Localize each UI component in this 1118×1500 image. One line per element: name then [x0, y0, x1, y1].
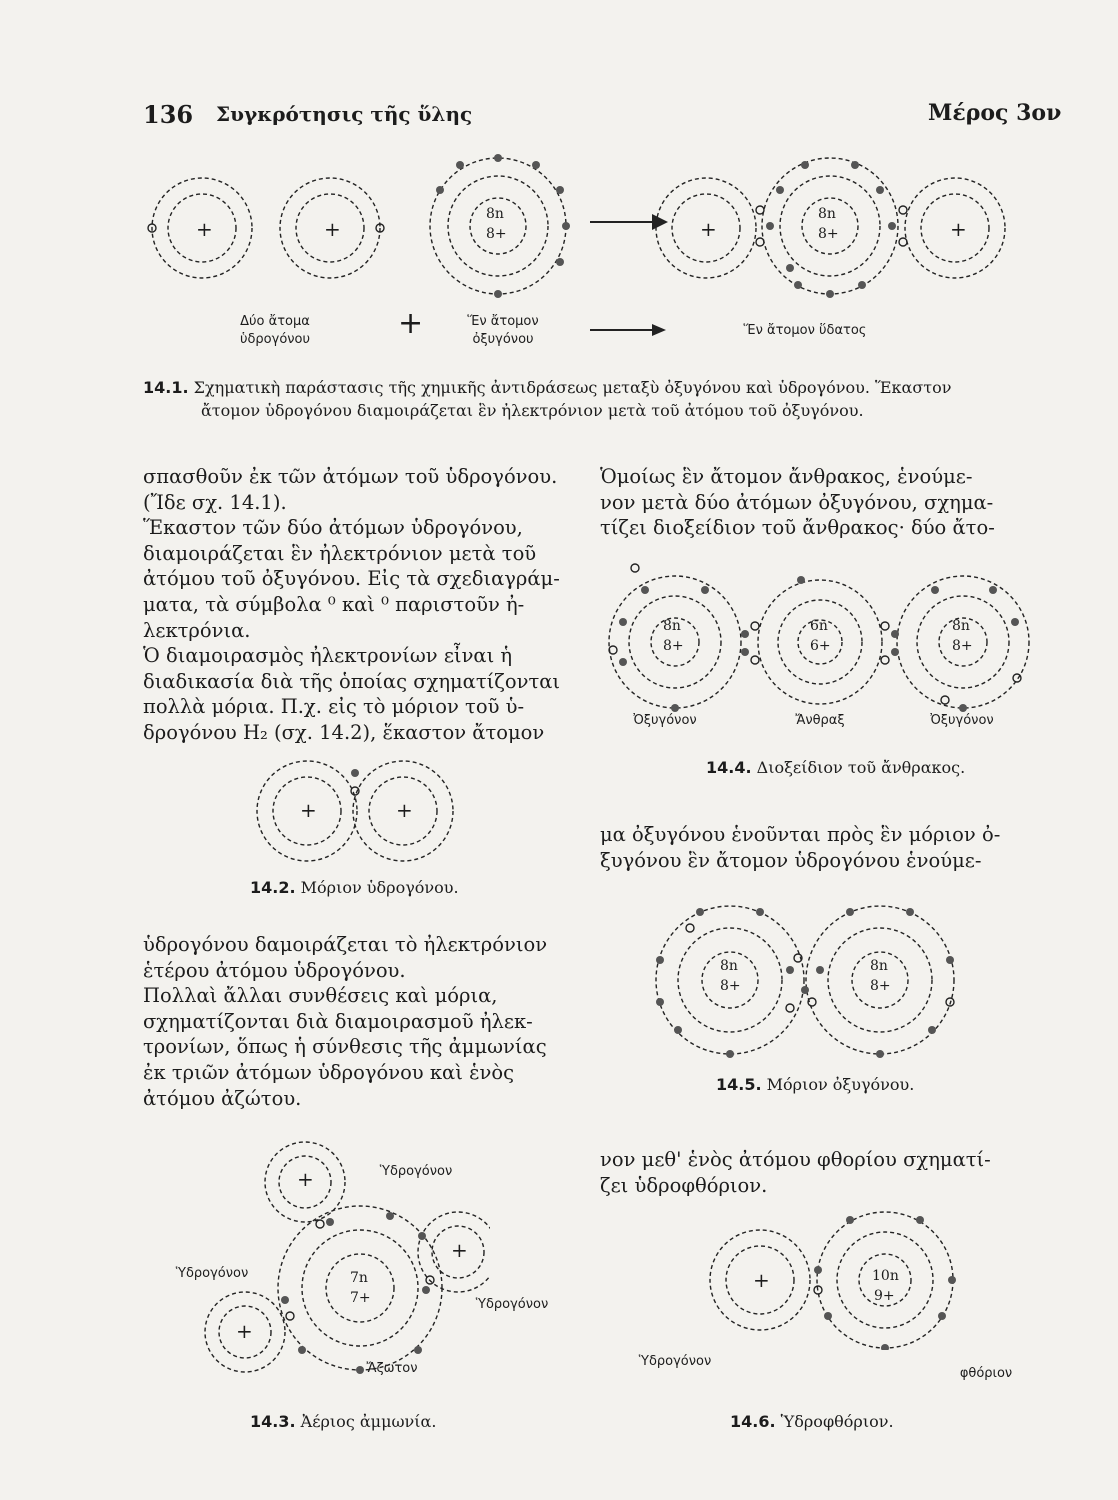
text-line: ζει ὑδροφθόριον. — [600, 1173, 768, 1197]
water-h1-nucleus: + — [700, 217, 717, 241]
hf-f-nucleus-p: 9+ — [874, 1288, 895, 1304]
co2-o-right-nucleus-n: 8n — [952, 618, 970, 634]
text-line: πολλὰ μόρια. Π.χ. εἰς τὸ μόριον τοῦ ὑ- — [143, 695, 525, 719]
water-h2-nucleus: + — [950, 217, 967, 241]
text-line: νον μεθ' ἑνὸς ἀτόμου φθορίου σχηματί- — [600, 1148, 991, 1171]
label-water: Ἕν ἄτομον ὕδατος — [743, 323, 867, 338]
caption-14-6-number: 14.6. — [730, 1412, 776, 1431]
caption-14-2-number: 14.2. — [250, 878, 296, 897]
nh3-n-nucleus-p: 7+ — [350, 1290, 371, 1306]
text-line: ματα, τὰ σύμβολα ⁰ καὶ ⁰ παριστοῦν ἠ- — [143, 592, 525, 616]
text-line: ἀτόμου ἀζώτου. — [143, 1086, 302, 1110]
right-column-text-2 — [600, 822, 1000, 873]
caption-14-1-number: 14.1. — [143, 378, 189, 397]
hf-h-nucleus: + — [753, 1268, 770, 1292]
caption-14-6 — [730, 1410, 894, 1433]
o-nucleus-p: 8+ — [486, 226, 507, 242]
text-line: Πολλαὶ ἄλλαι συνθέσεις καὶ μόρια, — [143, 984, 498, 1008]
label-f: φθόριον — [959, 1366, 1013, 1381]
text-line: διαδικασία διὰ τῆς ὁποίας σχηματίζονται — [143, 669, 561, 693]
text-line: διαμοιράζεται ἓν ἠλεκτρόνιον μετὰ τοῦ — [143, 541, 537, 565]
page-number: 136 — [143, 100, 194, 129]
text-line: σχηματίζονται διὰ διαμοιρασμοῦ ἠλεκ- — [143, 1009, 533, 1033]
label-one-o-line2: ὀξυγόνου — [472, 332, 534, 347]
label-c: Ἄνθραξ — [795, 713, 845, 728]
left-column-text-2 — [143, 932, 547, 1111]
nh3-h-top-nucleus: + — [297, 1167, 314, 1191]
text-line: Ἕκαστον τῶν δύο ἀτόμων ὑδρογόνου, — [143, 516, 523, 540]
caption-14-2-text: Μόριον ὑδρογόνου. — [300, 878, 459, 897]
h1-nucleus: + — [196, 217, 213, 241]
figure-14-5-diagram — [640, 898, 970, 1063]
o2-left-nucleus-n: 8n — [720, 958, 738, 974]
caption-14-6-text: Ὑδροφθόριον. — [780, 1412, 894, 1431]
part-label: Μέρος 3ον — [928, 100, 1062, 126]
right-column-text-3 — [600, 1147, 991, 1198]
caption-14-5-number: 14.5. — [716, 1075, 762, 1094]
caption-14-3-text: Ἀέριος ἀμμωνία. — [300, 1412, 437, 1431]
co2-c-nucleus-n: 6n — [810, 618, 828, 634]
o2-right-nucleus-p: 8+ — [870, 978, 891, 994]
o2-right-nucleus-n: 8n — [870, 958, 888, 974]
co2-o-left-nucleus-n: 8n — [663, 618, 681, 634]
text-line: ἐκ τριῶν ἀτόμων ὑδρογόνου καὶ ἑνὸς — [143, 1060, 515, 1084]
label-n: Ἄζωτον — [366, 1361, 418, 1376]
caption-14-3-number: 14.3. — [250, 1412, 296, 1431]
caption-14-1-line2: ἄτομον ὑδρογόνου διαμοιράζεται ἓν ἠλεκτρόνιον μετὰ τοῦ ἀτόμου τοῦ ὀξυγόνου. — [201, 401, 864, 420]
caption-14-1-line1: Σχηματικὴ παράστασις τῆς χημικῆς ἀντιδράσεως μεταξὺ ὀξυγόνου καὶ ὑδρογόνου. Ἕκαστον — [193, 378, 952, 397]
co2-o-left-nucleus-p: 8+ — [663, 638, 684, 654]
water-o-nucleus-n: 8n — [818, 206, 836, 222]
label-h-right: Ὑδρογόνον — [475, 1297, 549, 1312]
text-line: σπασθοῦν ἐκ τῶν ἀτόμων τοῦ ὑδρογόνου. — [143, 465, 558, 488]
label-o-left: Ὀξυγόνον — [633, 713, 697, 728]
h2-right-nucleus: + — [396, 798, 413, 822]
caption-14-4 — [706, 756, 965, 779]
o2-left-nucleus-p: 8+ — [720, 978, 741, 994]
nh3-h-left-nucleus: + — [236, 1319, 253, 1343]
label-one-o-line1: Ἕν ἄτομον — [467, 314, 539, 329]
caption-14-3 — [250, 1410, 436, 1433]
text-line: τίζει διοξείδιον τοῦ ἄνθρακος· δύο ἄτο- — [600, 516, 995, 540]
text-line: (Ἴδε σχ. 14.1). — [143, 490, 287, 514]
text-line: Ὁ διαμοιρασμὸς ἠλεκτρονίων εἶναι ἡ — [143, 644, 513, 668]
label-h-left: Ὑδρογόνον — [175, 1266, 249, 1281]
label-two-h-line2: ὑδρογόνου — [239, 332, 311, 347]
caption-14-4-text: Διοξείδιον τοῦ ἄνθρακος. — [756, 758, 966, 777]
chapter-title: Συγκρότησις τῆς ὕλης — [216, 102, 473, 126]
text-line: δρογόνου H₂ (σχ. 14.2), ἕκαστον ἄτομον — [143, 720, 545, 744]
nh3-n-nucleus-n: 7n — [350, 1270, 368, 1286]
h2-nucleus: + — [324, 217, 341, 241]
left-column-text-1 — [143, 464, 560, 746]
figure-14-2-diagram — [245, 755, 475, 870]
right-column-text-1 — [600, 464, 995, 541]
text-line: ξυγόνου ἓν ἄτομον ὑδρογόνου ἑνούμε- — [600, 848, 982, 872]
label-o-right: Ὀξυγόνον — [930, 713, 994, 728]
hf-f-nucleus-n: 10n — [872, 1268, 899, 1284]
co2-o-right-nucleus-p: 8+ — [952, 638, 973, 654]
text-line: ἀτόμου τοῦ ὀξυγόνου. Εἰς τὰ σχεδιαγράμ- — [143, 567, 560, 591]
plus-sign: + — [398, 306, 424, 341]
text-line: Ὁμοίως ἓν ἄτομον ἄνθρακος, ἑνούμε- — [600, 465, 973, 488]
water-o-nucleus-p: 8+ — [818, 226, 839, 242]
text-line: νον μετὰ δύο ἀτόμων ὀξυγόνου, σχημα- — [600, 490, 994, 514]
text-line: ὑδρογόνου δαμοιράζεται τὸ ἠλεκτρόνιον — [143, 933, 548, 956]
o-nucleus-n: 8n — [486, 206, 504, 222]
figure-14-6-diagram — [700, 1210, 970, 1350]
text-line: μα ὀξυγόνου ἑνοῦνται πρὸς ἓν μόριον ὀ- — [600, 823, 1001, 846]
text-line: τρονίων, ὅπως ἡ σύνθεσις τῆς ἀμμωνίας — [143, 1035, 547, 1059]
caption-14-4-number: 14.4. — [706, 758, 752, 777]
h2-left-nucleus: + — [300, 798, 317, 822]
text-line: λεκτρόνια. — [143, 618, 251, 642]
text-line: ἑτέρου ἀτόμου ὑδρογόνου. — [143, 958, 406, 982]
nh3-h-right-nucleus: + — [451, 1238, 468, 1262]
co2-c-nucleus-p: 6+ — [810, 638, 831, 654]
caption-14-5 — [716, 1073, 914, 1096]
label-h: Ὑδρογόνον — [638, 1354, 712, 1369]
caption-14-5-text: Μόριον ὀξυγόνου. — [766, 1075, 915, 1094]
caption-14-1 — [143, 376, 1043, 422]
label-two-h-line1: Δύο ἄτομα — [240, 314, 310, 329]
caption-14-2 — [250, 876, 459, 899]
label-h-top: Ὑδρογόνον — [379, 1164, 453, 1179]
